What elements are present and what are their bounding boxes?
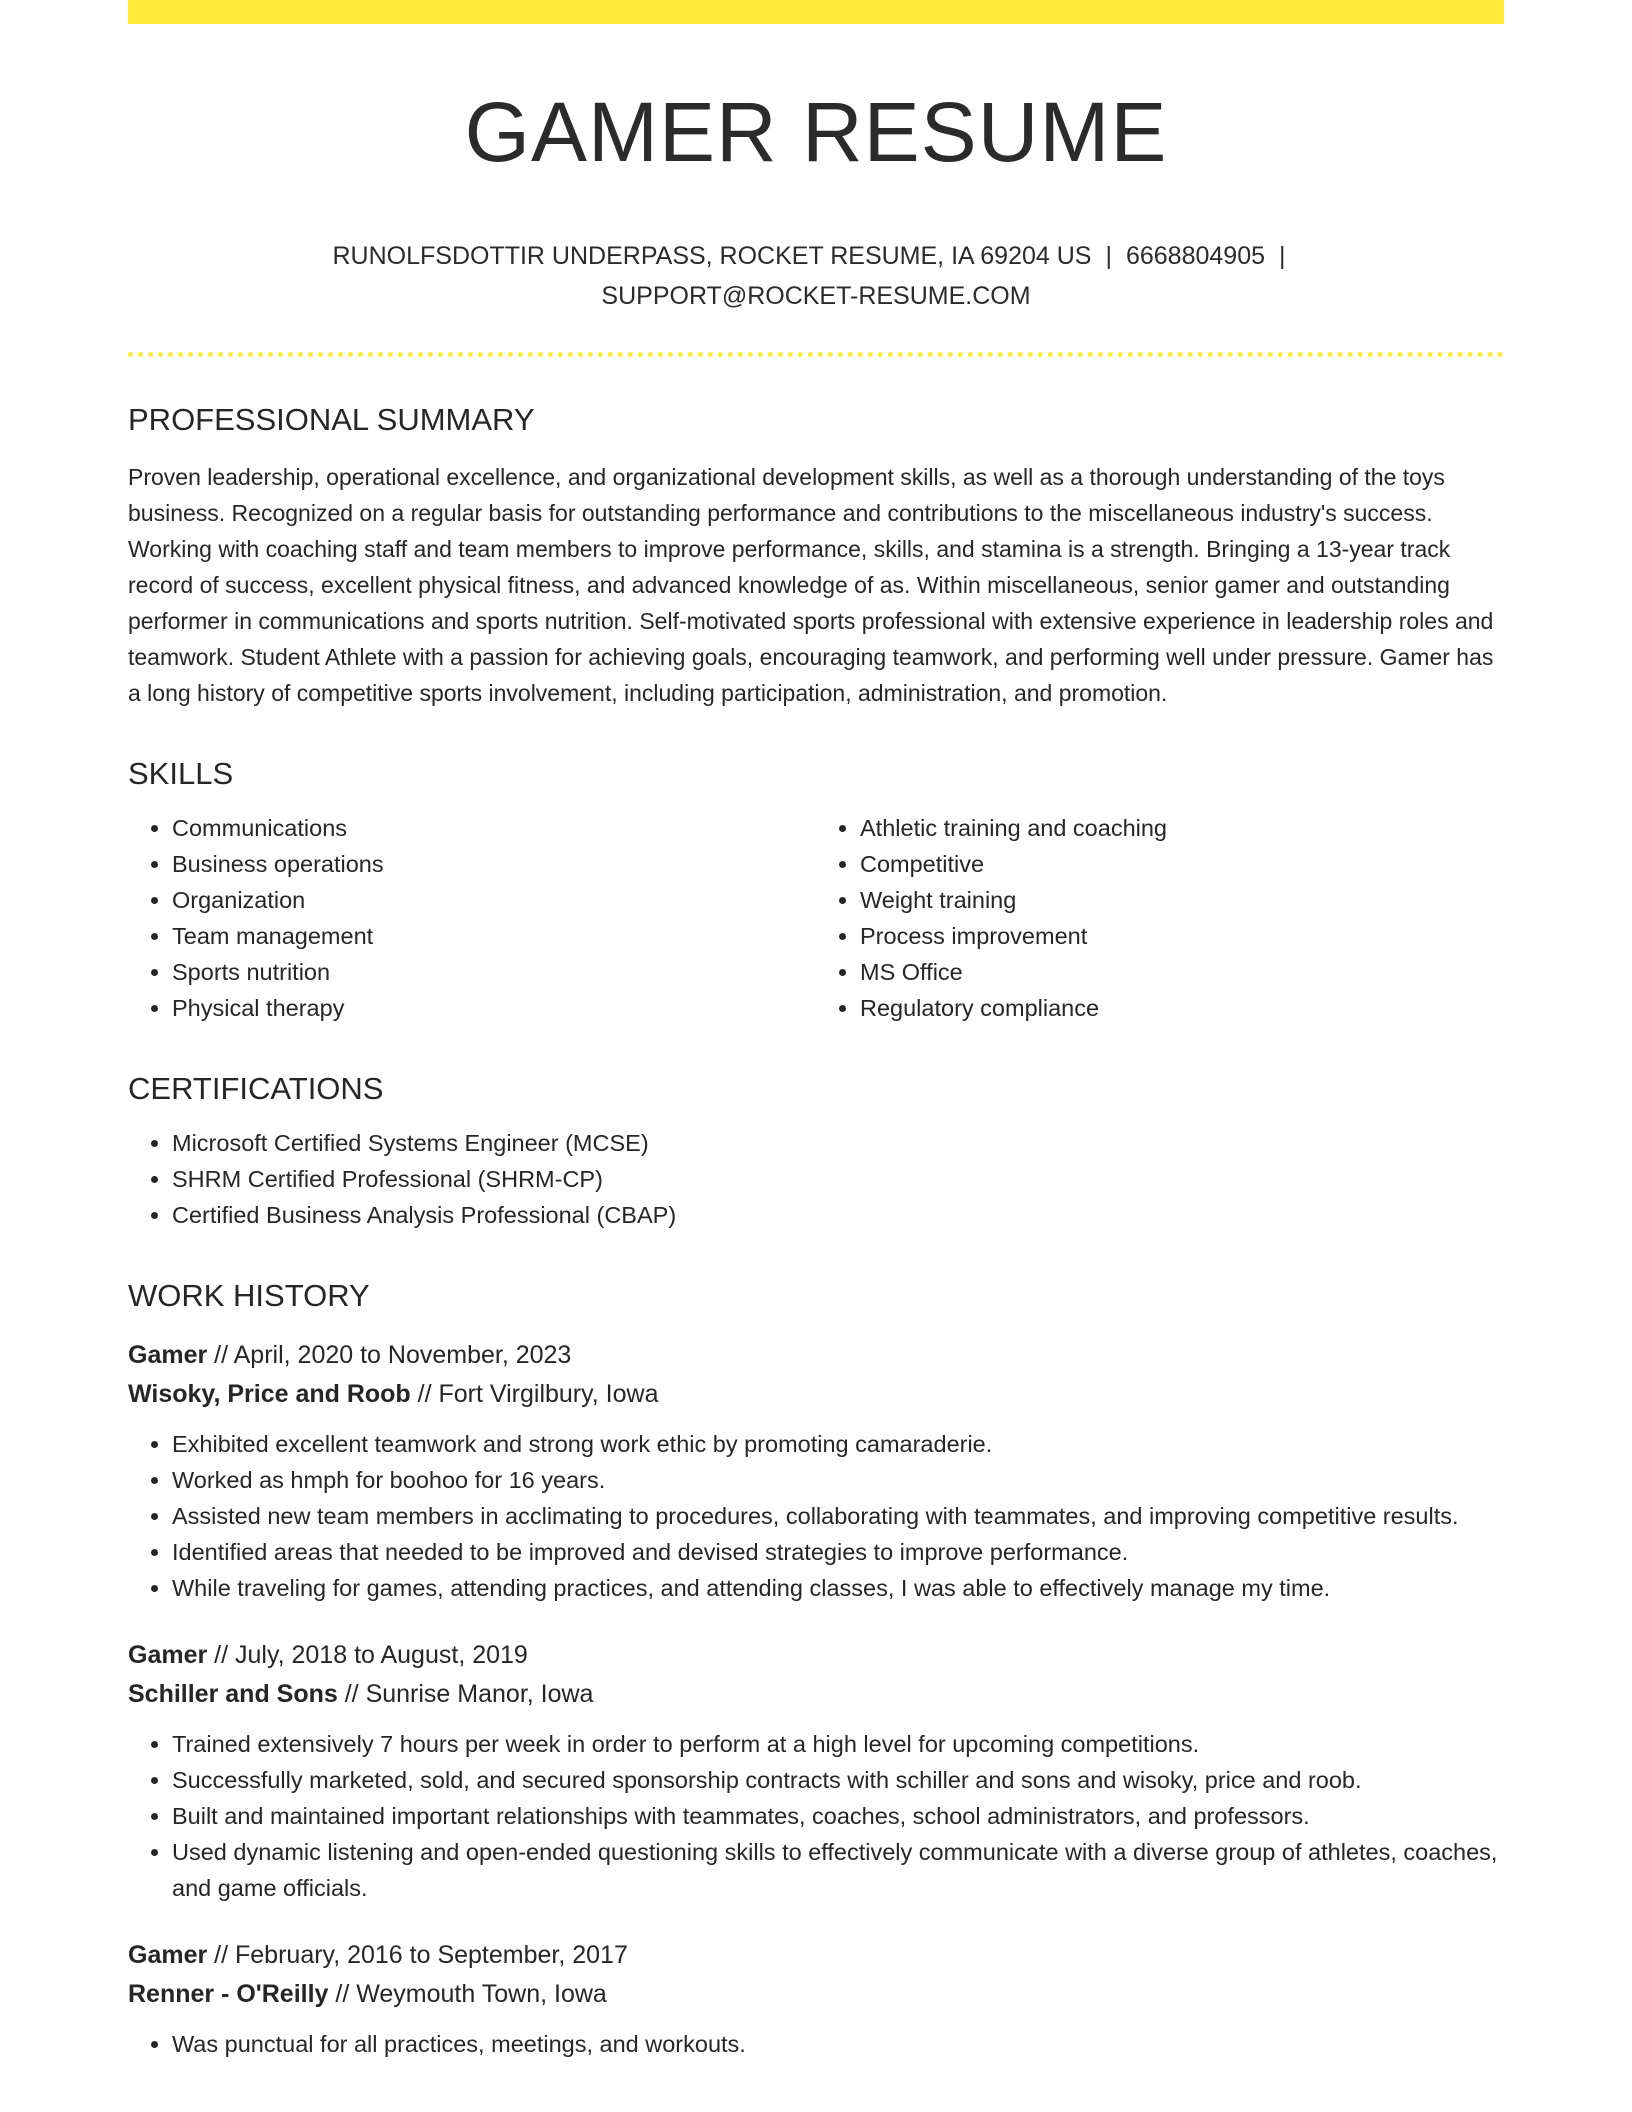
contact-info bbox=[128, 236, 1504, 316]
job-bullet: • Was punctual for all practices, meetings, and workouts. bbox=[172, 2026, 1504, 2062]
job-dates: // April, 2020 to November, 2023 bbox=[214, 1341, 572, 1370]
job-bullet: • Identified areas that needed to be improved and devised strategies to improve performance. bbox=[172, 1534, 1504, 1570]
job-entry bbox=[128, 1636, 1504, 1906]
job-dates: // July, 2018 to August, 2019 bbox=[214, 1641, 528, 1670]
skill-item: • Team management bbox=[172, 918, 816, 954]
certification-item: • SHRM Certified Professional (SHRM-CP) bbox=[172, 1161, 1504, 1197]
job-dates: // February, 2016 to September, 2017 bbox=[214, 1941, 628, 1970]
job-bullet: • Built and maintained important relationships with teammates, coaches, school administrators, and professors. bbox=[172, 1798, 1504, 1834]
job-role: Gamer bbox=[128, 1341, 208, 1370]
job-role-line bbox=[128, 1636, 1504, 1675]
job-role: Gamer bbox=[128, 1941, 208, 1970]
job-bullet: • While traveling for games, attending practices, and attending classes, I was able to effectively manage my time. bbox=[172, 1570, 1504, 1606]
job-entry bbox=[128, 1336, 1504, 1606]
job-role-line bbox=[128, 1936, 1504, 1975]
accent-top-bar bbox=[128, 0, 1504, 24]
contact-address: RUNOLFSDOTTIR UNDERPASS, ROCKET RESUME, IA 69204 US bbox=[332, 242, 1092, 271]
skills-right-column bbox=[816, 810, 1504, 1026]
skills-title: SKILLS bbox=[128, 755, 234, 791]
job-bullet: • Exhibited excellent teamwork and strong work ethic by promoting camaraderie. bbox=[172, 1426, 1504, 1462]
skill-item: • Regulatory compliance bbox=[860, 990, 1504, 1026]
job-company-line bbox=[128, 1975, 1504, 2014]
skill-item: • Business operations bbox=[172, 846, 816, 882]
job-company-line bbox=[128, 1675, 1504, 1714]
skill-item: • Physical therapy bbox=[172, 990, 816, 1026]
certifications-title: CERTIFICATIONS bbox=[128, 1070, 384, 1106]
job-bullet: • Worked as hmph for boohoo for 16 years. bbox=[172, 1462, 1504, 1498]
certification-item: • Certified Business Analysis Professional (CBAP) bbox=[172, 1197, 1504, 1233]
work-history-title: WORK HISTORY bbox=[128, 1277, 370, 1313]
job-bullets bbox=[128, 1726, 1504, 1906]
skills-left-column bbox=[128, 810, 816, 1026]
summary-text: Proven leadership, operational excellence, and organizational development skills, as well as a thorough understanding of the toys business. Recognized on a regular basis for outstanding performance and contributions to the miscellaneous industry's success. Working with coaching staff and team members to improve performance, skills, and stamina is a strength. Bringing a 13-year track record of success, excellent physical fitness, and advanced knowledge of as. Within miscellaneous, senior gamer and outstanding performer in communications and sports nutrition. Self-motivated sports professional with extensive experience in leadership roles and teamwork. Student Athlete with a passion for achieving goals, encouraging teamwork, and performing well under pressure. Gamer has a long history of competitive sports involvement, including participation, administration, and promotion. bbox=[128, 463, 1494, 706]
certifications-list bbox=[128, 1125, 1504, 1233]
skill-item: • Communications bbox=[172, 810, 816, 846]
job-company: Wisoky, Price and Roob bbox=[128, 1380, 411, 1409]
job-bullet: • Assisted new team members in acclimating to procedures, collaborating with teammates, and improving competitive results. bbox=[172, 1498, 1504, 1534]
skill-item: • Weight training bbox=[860, 882, 1504, 918]
skill-item: • MS Office bbox=[860, 954, 1504, 990]
skill-item: • Sports nutrition bbox=[172, 954, 816, 990]
job-company: Schiller and Sons bbox=[128, 1680, 338, 1709]
contact-phone: 6668804905 bbox=[1125, 242, 1266, 271]
skill-item: • Competitive bbox=[860, 846, 1504, 882]
job-location: // Fort Virgilbury, Iowa bbox=[417, 1380, 659, 1409]
job-bullets bbox=[128, 1426, 1504, 1606]
job-bullet: • Successfully marketed, sold, and secured sponsorship contracts with schiller and sons and wisoky, price and roob. bbox=[172, 1762, 1504, 1798]
skills-list bbox=[128, 792, 1504, 1026]
job-bullets bbox=[128, 2026, 1504, 2062]
contact-separator: | bbox=[1279, 242, 1286, 271]
job-company: Renner - O'Reilly bbox=[128, 1980, 329, 2009]
summary-title: PROFESSIONAL SUMMARY bbox=[128, 402, 535, 438]
job-location: // Sunrise Manor, Iowa bbox=[344, 1680, 594, 1709]
resume-name: GAMER RESUME bbox=[464, 85, 1168, 179]
contact-email: SUPPORT@ROCKET-RESUME.COM bbox=[601, 282, 1031, 311]
resume-page bbox=[128, 0, 1504, 2062]
skill-item: • Athletic training and coaching bbox=[860, 810, 1504, 846]
job-location: // Weymouth Town, Iowa bbox=[335, 1980, 607, 2009]
job-role-line bbox=[128, 1336, 1504, 1375]
job-bullet: • Used dynamic listening and open-ended questioning skills to effectively communicate with a diverse group of athletes, coaches, and game officials. bbox=[172, 1834, 1504, 1906]
job-company-line bbox=[128, 1375, 1504, 1414]
job-bullet: • Trained extensively 7 hours per week in order to perform at a high level for upcoming competitions. bbox=[172, 1726, 1504, 1762]
skill-item: • Process improvement bbox=[860, 918, 1504, 954]
skill-item: • Organization bbox=[172, 882, 816, 918]
contact-separator: | bbox=[1105, 242, 1112, 271]
certification-item: • Microsoft Certified Systems Engineer (MCSE) bbox=[172, 1125, 1504, 1161]
job-entry bbox=[128, 1936, 1504, 2062]
job-role: Gamer bbox=[128, 1641, 208, 1670]
dotted-divider bbox=[128, 352, 1504, 357]
